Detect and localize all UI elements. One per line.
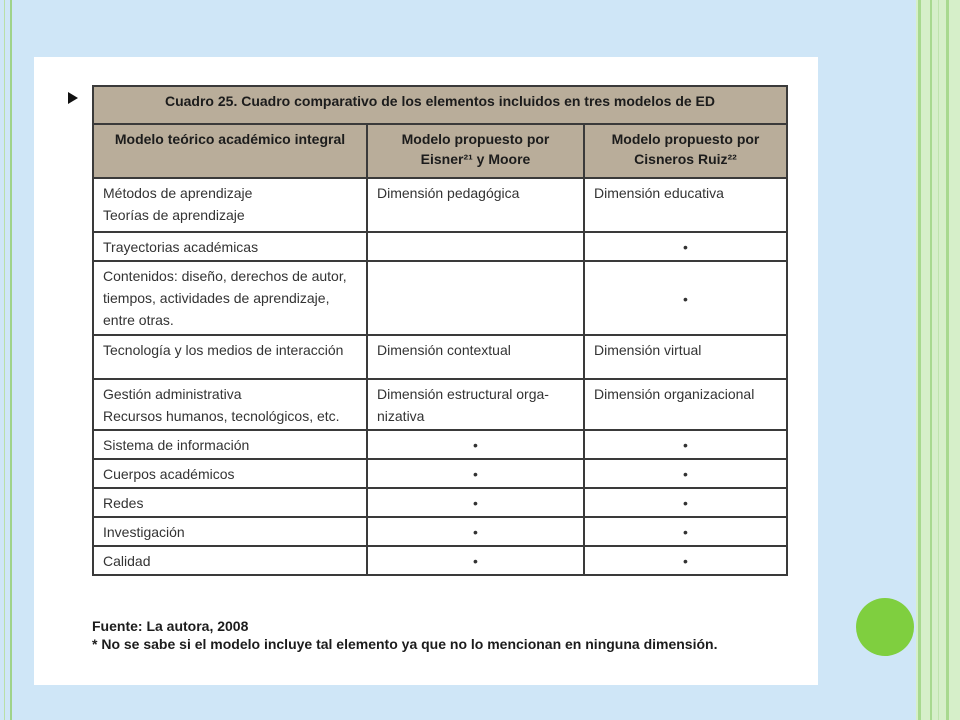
table-cell: Gestión administrativa Recursos humanos, tecnológicos, etc. [93,379,367,430]
table-cell: • [584,261,787,335]
bullet-arrow-icon [68,92,78,104]
table-row [93,459,787,488]
table-cell: Redes [93,488,367,517]
comparison-table [92,85,788,576]
table-cell: • [584,517,787,546]
table-cell: • [584,430,787,459]
table-row [93,488,787,517]
table-row [93,261,787,335]
table-cell: Contenidos: diseño, derechos de autor, tiempos, actividades de aprendizaje, entre otras. [93,261,367,335]
table-cell [367,261,584,335]
table-cell: Trayectorias académicas [93,232,367,261]
table-cell: • [584,488,787,517]
table-cell: • [367,546,584,575]
table-row [93,517,787,546]
table-cell: Dimensión educativa [584,178,787,232]
table-cell: Cuerpos académicos [93,459,367,488]
table-cell: • [584,459,787,488]
table-row [93,546,787,575]
table-title: Cuadro 25. Cuadro comparativo de los elementos incluidos en tres modelos de ED [93,86,787,124]
column-header-modelo-teorico: Modelo teórico académico integral [93,124,367,178]
green-circle-decoration [856,598,914,656]
table-cell: Investigación [93,517,367,546]
table-cell: Dimensión estructural orga- nizativa [367,379,584,430]
table-cell: • [367,488,584,517]
table-cell: • [367,517,584,546]
table-cell: • [367,430,584,459]
source-note: Fuente: La autora, 2008 [92,618,249,634]
table-row [93,430,787,459]
table-cell: • [584,546,787,575]
table-footnote [92,617,792,653]
document-image [34,57,818,685]
table-cell: Métodos de aprendizaje Teorías de aprendizaje [93,178,367,232]
column-header-cisneros-ruiz: Modelo propuesto por Cisneros Ruiz²² [584,124,787,178]
table-cell: • [367,459,584,488]
left-decorative-stripe [0,0,12,720]
table-cell: Dimensión virtual [584,335,787,379]
table-cell: Dimensión contextual [367,335,584,379]
table-cell: • [584,232,787,261]
table-cell: Dimensión organizacional [584,379,787,430]
table-row [93,379,787,430]
asterisk-note: * No se sabe si el modelo incluye tal elemento ya que no lo mencionan en ninguna dimensión. [92,636,718,652]
right-decorative-stripes [916,0,960,720]
table-row [93,232,787,261]
table-cell [367,232,584,261]
table-row [93,335,787,379]
table-cell: Calidad [93,546,367,575]
column-header-eisner-moore: Modelo propuesto por Eisner²¹ y Moore [367,124,584,178]
table-cell: Dimensión pedagógica [367,178,584,232]
table-row [93,178,787,232]
table-cell: Sistema de información [93,430,367,459]
table-cell: Tecnología y los medios de interacción [93,335,367,379]
